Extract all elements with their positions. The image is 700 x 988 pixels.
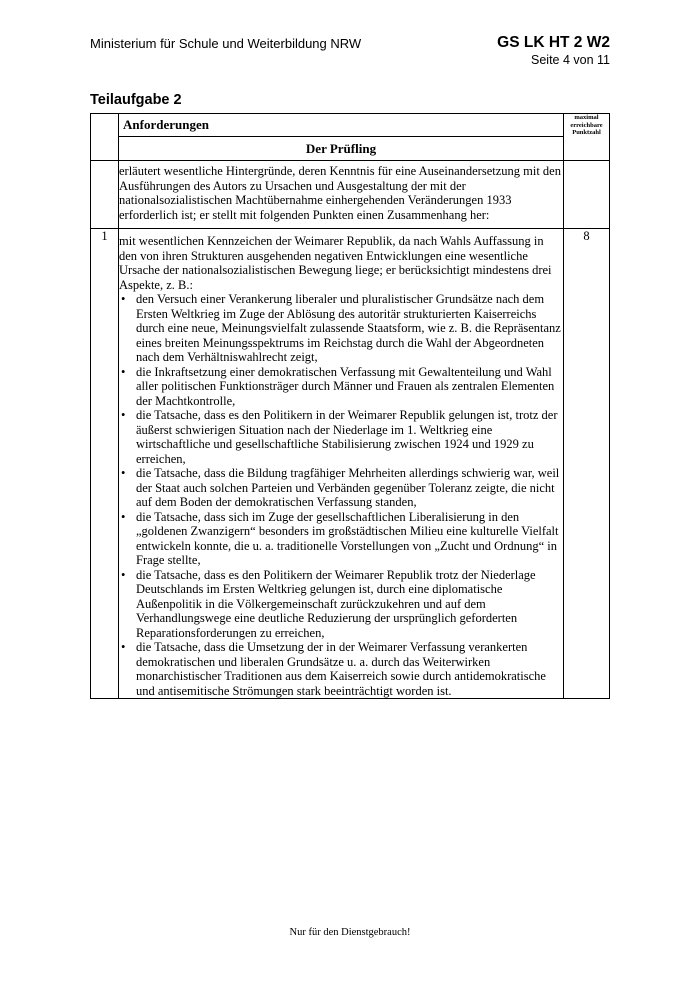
candidate-header: Der Prüfling [305,140,377,156]
footer-note: Nur für den Dienstgebrauch! [289,927,411,938]
intro-points-cell [564,161,610,229]
intro-text: erläutert wesentliche Hintergründe, deren Kenntnis für eine Auseinandersetzung mit den Ausführungen des Autors zu Ursachen und Ausgestaltung der mit der nationalsozialistischen Machtübernahme einhergehenden Veränderungen 1933 erforderlich ist; er stellt mit folgenden Punkten einen Zusammenhang her: [119,161,564,229]
intro-number-cell [91,161,119,229]
list-item: • die Tatsache, dass die Bildung tragfähiger Mehrheiten allerdings schwierig war, weil der Staat auch solchen Parteien und Verbänden gegenüber Toleranz zeigte, die nicht auf dem Boden der demokratischen Verfassung standen, [119,466,563,510]
number-header-cell [91,114,119,161]
ministry-name: Ministerium für Schule und Weiterbildung NRW [90,36,362,51]
requirements-header: Anforderungen [119,114,563,137]
requirements-table [90,113,610,699]
row-text: mit wesentlichen Kennzeichen der Weimarer Republik, da nach Wahls Auffassung in den von ihren Strukturen ausgehenden negativen Entwicklungen eine wesentliche Ursache der nationalsozialistischen Bewegung liege; er berücksichtigt mindestens drei Aspekte, z. B.: [119,234,552,292]
exam-code: GS LK HT 2 W2 [497,34,610,51]
requirements-header-cell [119,114,564,161]
page-header [90,34,610,74]
row-number: 1 [91,229,119,699]
list-item: • die Inkraftsetzung einer demokratischen Verfassung mit Gewaltenteilung und Wahl aller politischen Funktionsträger durch Männer und Frauen als zentralen Elementen der Machtkontrolle, [119,365,563,409]
section-title: Teilaufgabe 2 [90,92,182,108]
list-item: • die Tatsache, dass es den Politikern der Weimarer Republik trotz der Niederlage Deutschlands im Ersten Weltkrieg gelungen ist, durch eine diplomatische Außenpolitik in die Völkergemeinschaft zurückzukehren und auf dem Verhandlungswege eine deutliche Reduzierung der ursprünglich geforderten Reparationsforderungen zu erreichen, [119,568,563,641]
list-item: • die Tatsache, dass sich im Zuge der gesellschaftlichen Liberalisierung in den „goldenen Zwanzigern“ besonders im großstädtischen Milieu eine kulturelle Vielfalt entwickeln konnte, die u. a. traditionelle Vorstellungen von „Zucht und Ordnung“ in Frage stellte, [119,510,563,568]
list-item: • die Tatsache, dass es den Politikern in der Weimarer Republik gelungen ist, trotz der äußerst schwierigen Situation nach der Niederlage im 1. Weltkrieg eine wirtschaftliche und gesellschaftliche Stabilisierung zwischen 1924 und 1929 zu erreichen, [119,408,563,466]
page-number: Seite 4 von 11 [531,53,610,67]
aspect-list [119,292,563,698]
list-item: • den Versuch einer Verankerung liberaler und pluralistischer Grundsätze nach dem Ersten Weltkrieg im Zuge der Ablösung des autoritär strukturierten Kaiserreichs durch eine neue, Meinungsvielfalt zulassende Staatsform, wie z. B. die Repräsentanz eines breiten Meinungsspektrums im Reichstag durch die Wahl der Abgeordneten nach dem Verhältniswahlrecht zeigt, [119,292,563,365]
points-header: maximal erreichbare Punktzahl [564,114,610,161]
row-points: 8 [564,229,610,699]
list-item: • die Tatsache, dass die Umsetzung der in der Weimarer Verfassung verankerten demokratischen und liberalen Grundsätze u. a. durch das Weiterwirken monarchistischer Traditionen aus dem Kaiserreich sowie durch antidemokratische und antisemitische Strömungen stark beeinträchtigt worden ist. [119,640,563,698]
row-content [119,229,564,699]
table-row [91,229,610,699]
table-header-row [91,114,610,161]
intro-row [91,161,610,229]
